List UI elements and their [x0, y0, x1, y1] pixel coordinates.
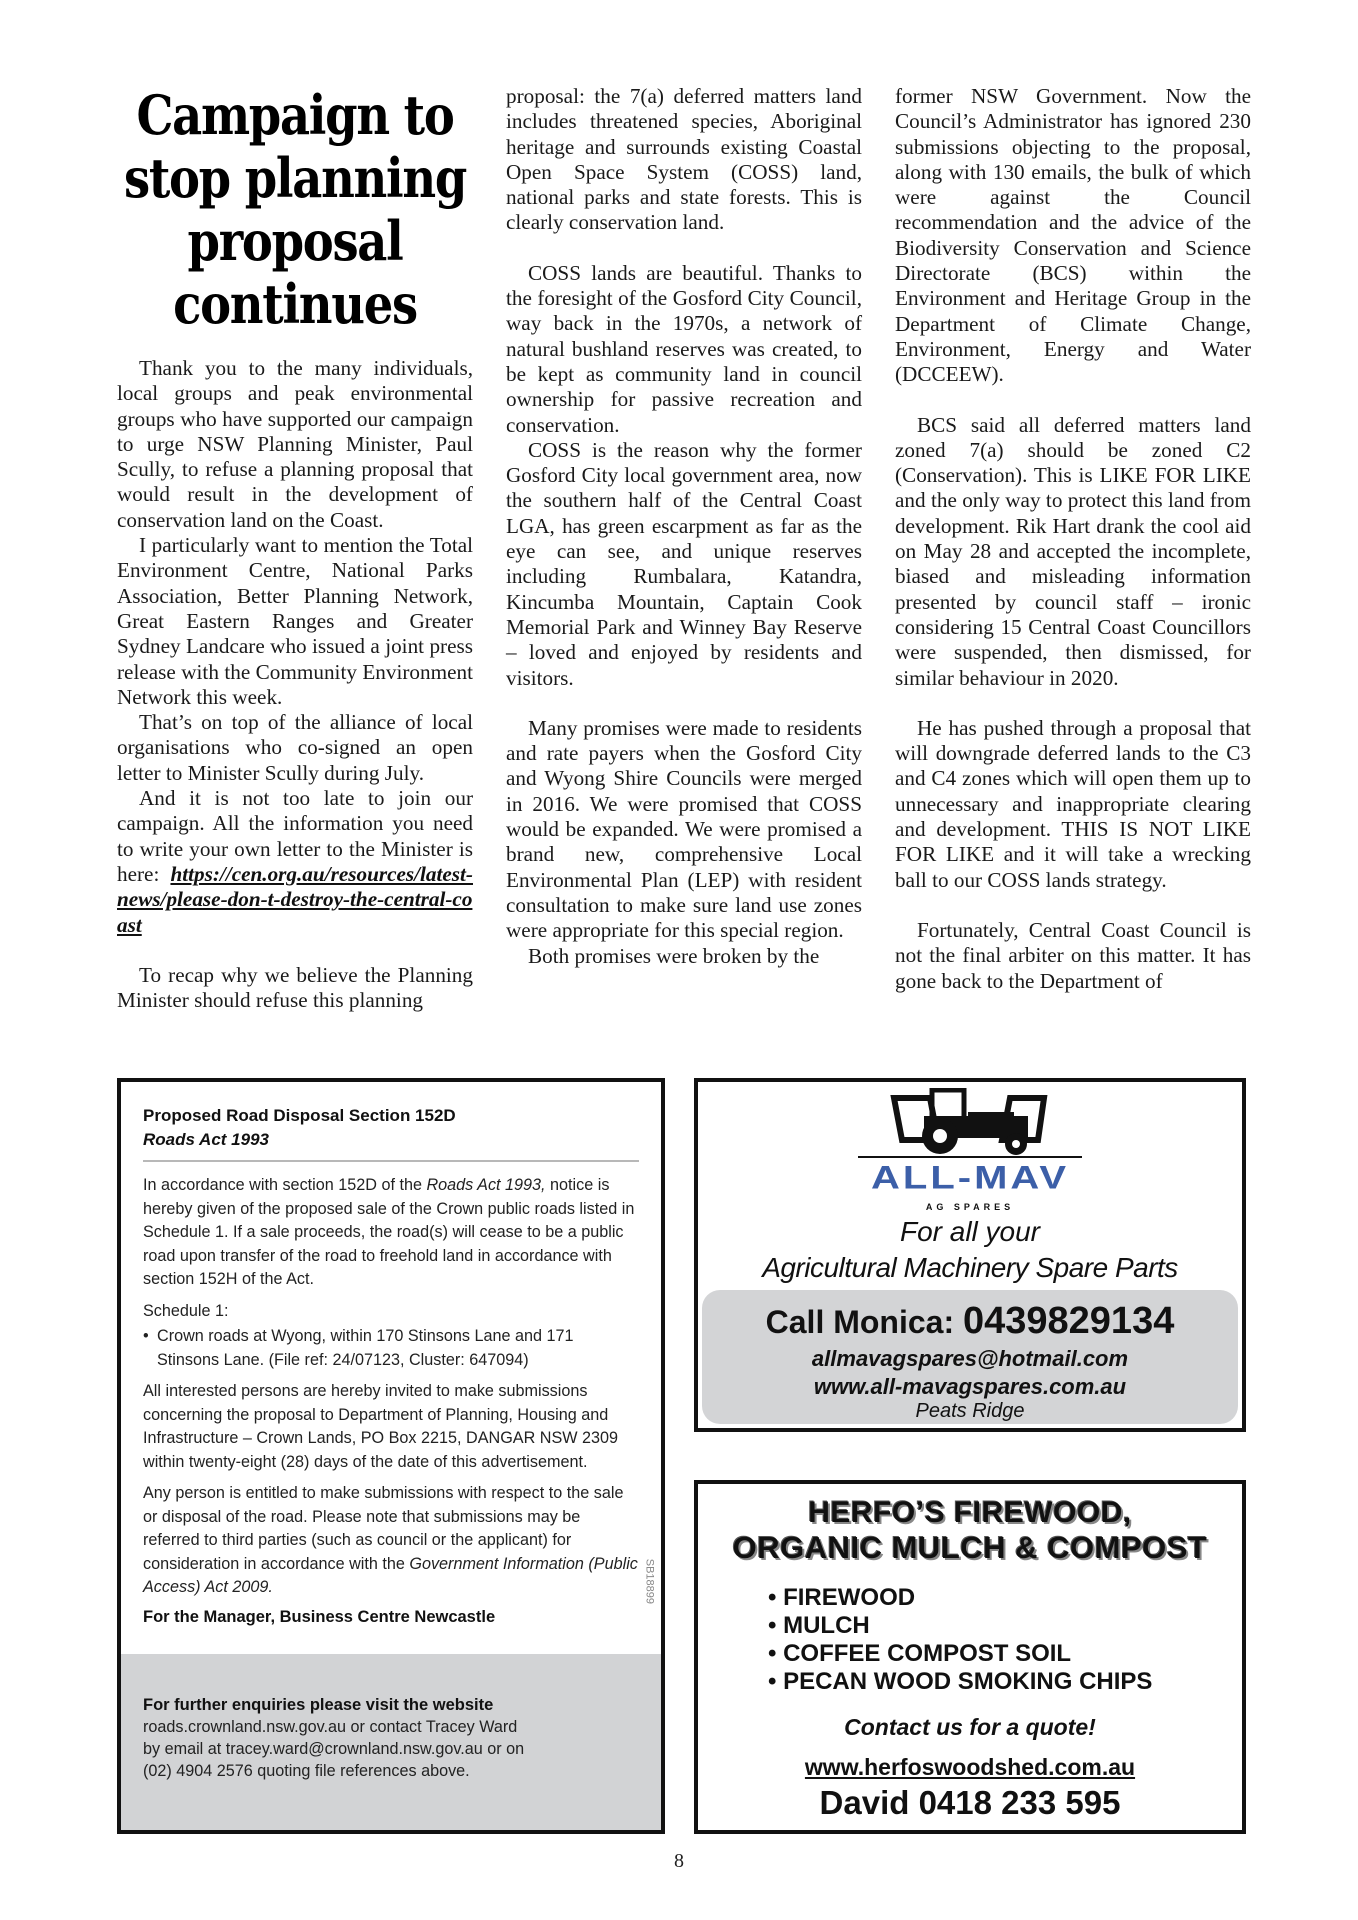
article-column-2 [506, 84, 862, 969]
article-paragraph: He has pushed through a proposal that will downgrade deferred lands to the C3 and C4 zones which will open them up to unnecessary and inappropriate clearing and development. THIS IS NOT LIKE FOR LIKE and it will take a wrecking ball to our COSS lands strategy. [895, 715, 1251, 892]
article-paragraph: COSS is the reason why the former Gosford City local government area, now the southern half of the Central Coast LGA, has green escarpment as far as the eye can see, and unique reserves including Rumbalara, Katandra, Kincumba Mountain, Captain Cook Memorial Park and Winney Bay Reserve – loved and enjoyed by residents and visitors. [506, 437, 862, 690]
advert-heading: ORGANIC MULCH & COMPOST [732, 1530, 1208, 1565]
location: Peats Ridge [915, 1400, 1025, 1422]
notice-paragraph [143, 1174, 639, 1292]
notice-footer [121, 1654, 661, 1830]
article-column-1 [117, 84, 473, 1013]
divider [143, 1160, 639, 1162]
brand-name: ALL-MAV [871, 1160, 1069, 1197]
article-paragraph: To recap why we believe the Planning Minister should refuse this planning [117, 962, 473, 1013]
article-paragraph: former NSW Government. Now the Council’s Administrator has ignored 230 submissions objecting to the proposal, along with 130 emails, the bulk of which were against the Council recommendation and the advice of the Biodiversity Conservation and Science Directorate (BCS) within the Environment and Heritage Group in the Department of Climate Change, Environment, Energy and Water (DCCEEW). [895, 84, 1251, 387]
page-number: 8 [674, 1850, 684, 1872]
website-link[interactable]: www.herfoswoodshed.com.au [804, 1754, 1136, 1780]
product-item: • FIREWOOD [768, 1584, 1152, 1612]
call-to-action: Contact us for a quote! [844, 1714, 1096, 1740]
article-paragraph: Both promises were broken by the [528, 943, 820, 968]
act-name: Government Information (Public Access) Act 2009. [143, 1554, 638, 1596]
campaign-link[interactable]: https://cen.org.au/resources/latest-news/please-don-t-destroy-the-central-coast [117, 861, 473, 937]
product-item: • COFFEE COMPOST SOIL [768, 1640, 1152, 1668]
text: Any person is entitled to make submissions with respect to the sale or disposal of the road. Please note that submissions may be referred to third parties (such as council or the applicant) for consideration in accordance with the [143, 1484, 624, 1573]
email-link[interactable]: allmavagspares@hotmail.com [811, 1346, 1129, 1371]
call-line [702, 1300, 1238, 1343]
article-paragraph: proposal: the 7(a) deferred matters land includes threatened species, Aboriginal heritage and surrounds existing Coastal Open Space System (COSS) land, national parks and state forests. This is clearly conservation land. [506, 84, 862, 235]
call-label: Call Monica: [765, 1304, 963, 1340]
notice-code: SB18899 [643, 1558, 655, 1604]
notice-subtitle: Roads Act 1993 [143, 1130, 269, 1149]
article-headline: Campaign to stop planning proposal continues [123, 83, 467, 336]
brand-subtitle: AG SPARES [925, 1202, 1015, 1212]
website-link[interactable]: www.all-mavagspares.com.au [813, 1374, 1127, 1399]
footer-email[interactable]: by email at tracey.ward@crownland.nsw.gov.au or on [143, 1740, 525, 1758]
text: In accordance with section 152D of the [143, 1176, 427, 1194]
footer-heading: For further enquiries please visit the website [143, 1696, 494, 1714]
tractor-icon [698, 1088, 1242, 1158]
schedule-item: • Crown roads at Wyong, within 170 Stinsons Lane and 171 Stinsons Lane. (File ref: 24/07123, Cluster: 647094) [143, 1325, 639, 1372]
article-paragraph: I particularly want to mention the Total Environment Centre, National Parks Association, Better Planning Network, Great Eastern Ranges and Greater Sydney Landcare who issued a joint press release with the Community Environment Network this week. [117, 533, 473, 709]
footer-website[interactable]: roads.crownland.nsw.gov.au or contact Tracey Ward [143, 1718, 518, 1736]
product-item: • MULCH [768, 1612, 1152, 1640]
advert-heading: HERFO’S FIREWOOD, [808, 1496, 1132, 1529]
article-paragraph [117, 786, 473, 938]
herfo-advert [694, 1480, 1246, 1834]
notice-paragraph: All interested persons are hereby invited to make submissions concerning the proposal to Department of Planning, Housing and Infrastructure – Crown Lands, PO Box 2215, DANGAR NSW 2309 within twenty-eight (28) days of the date of this advertisement. [143, 1382, 619, 1471]
article-paragraph: BCS said all deferred matters land zoned 7(a) should be zoned C2 (Conservation). This is LIKE FOR LIKE and the only way to protect this land from development. Rik Hart drank the cool aid on May 28 and accepted the incomplete, biased and misleading information presented by council staff – ironic considering 15 Central Coast Councillors were suspended, then dismissed, for similar behaviour in 2020. [895, 412, 1251, 690]
article-paragraph: That’s on top of the alliance of local organisations who co-signed an open letter to Minister Scully during July. [117, 710, 473, 785]
article-column-3 [895, 84, 1251, 994]
product-list [768, 1584, 1152, 1696]
text: notice is hereby given of the proposed sale of the Crown public roads listed in Schedule 1. If a sale proceeds, the road(s) will cease to be a public road upon transfer of the road to freehold land in accordance with section 152H of the Act. [143, 1176, 635, 1288]
road-disposal-notice [117, 1078, 665, 1834]
allmav-advert [694, 1078, 1246, 1432]
schedule-label: Schedule 1: [143, 1301, 229, 1320]
article-paragraph: COSS lands are beautiful. Thanks to the foresight of the Gosford City Council, way back in the 1970s, a network of natural bushland reserves was created, to be kept as community land in council ownership for passive recreation and conservation. [506, 260, 862, 437]
tagline: Agricultural Machinery Spare Parts [762, 1252, 1178, 1283]
notice-title: Proposed Road Disposal Section 152D [143, 1106, 456, 1125]
article-paragraph: Many promises were made to residents and rate payers when the Gosford City and Wyong Shire Councils were merged in 2016. We were promised that COSS would be expanded. We were promised a brand new, comprehensive Local Environmental Plan (LEP) with resident consultation to make sure land use zones were appropriate for this special region. [506, 715, 862, 943]
act-name: Roads Act 1993, [426, 1176, 546, 1194]
paragraph-text: And it is not too late to join our campaign. All the information you need to write your own letter to the Minister is here: [117, 786, 473, 886]
product-item: • PECAN WOOD SMOKING CHIPS [768, 1668, 1152, 1696]
notice-paragraph [143, 1482, 639, 1600]
notice-signoff: For the Manager, Business Centre Newcastle [143, 1607, 496, 1626]
phone-number[interactable]: 0439829134 [963, 1300, 1175, 1342]
tagline: For all your [899, 1216, 1041, 1247]
article-paragraph: Thank you to the many individuals, local groups and peak environmental groups who have supported our campaign to urge NSW Planning Minister, Paul Scully, to refuse a planning proposal that would result in the development of conservation land on the Coast. [117, 356, 473, 532]
footer-phone: (02) 4904 2576 quoting file references above. [143, 1762, 470, 1780]
article-paragraph: Fortunately, Central Coast Council is not the final arbiter on this matter. It has gone back to the Department of [895, 917, 1251, 993]
phone-number[interactable]: David 0418 233 595 [819, 1784, 1121, 1821]
contact-panel [702, 1290, 1238, 1424]
